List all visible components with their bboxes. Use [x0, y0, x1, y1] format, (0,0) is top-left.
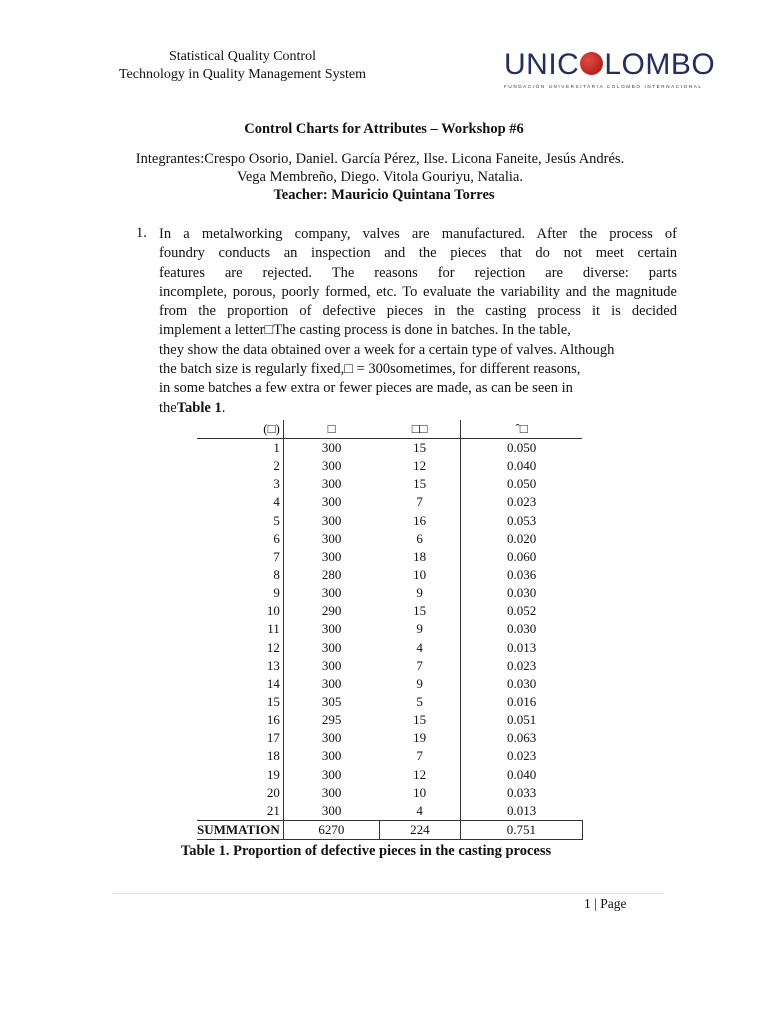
cell-size: 300	[283, 457, 379, 475]
cell-size: 300	[283, 530, 379, 548]
cell-proportion: 0.036	[460, 566, 582, 584]
cell-proportion: 0.060	[460, 548, 582, 566]
question-line: the batch size is regularly fixed,□ = 300sometimes, for different reasons,	[159, 361, 581, 378]
cell-defectives: 5	[416, 694, 423, 710]
course-title: Statistical Quality Control	[169, 49, 316, 64]
cell-size: 300	[283, 747, 379, 765]
cell-batch: 1	[273, 440, 280, 456]
table-row	[197, 657, 582, 675]
program-title: Technology in Quality Management System	[118, 67, 367, 82]
question-line: incomplete, porous, poorly formed, etc. To evaluate the variability and the magnitude	[159, 283, 677, 300]
cell-batch: 2	[273, 458, 280, 474]
members-line-2: Vega Membreño, Diego. Vitola Gouriyu, Natalia.	[237, 169, 523, 185]
cell-proportion: 0.033	[460, 784, 582, 802]
defective-pieces-table	[197, 420, 583, 840]
table-row	[197, 639, 582, 657]
table-row	[197, 766, 582, 784]
question-number: 1.	[136, 225, 147, 241]
table-row	[197, 457, 582, 475]
cell-defectives: 15	[413, 603, 427, 619]
cell-proportion: 0.023	[460, 657, 582, 675]
table-header-row	[197, 420, 582, 439]
cell-batch: 9	[273, 585, 280, 601]
cell-size: 300	[283, 657, 379, 675]
cell-defectives: 18	[413, 548, 427, 564]
question-line-last: theTable 1.	[159, 399, 226, 416]
cell-proportion: 0.052	[460, 602, 582, 620]
cell-defectives: 9	[416, 621, 423, 637]
cell-size: 300	[283, 729, 379, 747]
cell-size: 300	[283, 512, 379, 530]
cell-defectives: 10	[413, 784, 427, 800]
summation-label: SUMMATION	[197, 820, 283, 839]
question-line: foundry conducts an inspection and the pieces that do not meet certain	[159, 245, 677, 262]
cell-defectives: 9	[416, 675, 423, 691]
cell-batch: 15	[266, 694, 280, 710]
table-row	[197, 620, 582, 638]
table-row	[197, 548, 582, 566]
cell-batch: 21	[266, 802, 280, 818]
cell-size: 300	[283, 475, 379, 493]
cell-defectives: 16	[413, 512, 427, 528]
question-line: In a metalworking company, valves are manufactured. After the process of	[159, 226, 677, 242]
table-row	[197, 475, 582, 493]
workshop-title: Control Charts for Attributes – Workshop #6	[244, 121, 524, 137]
cell-size: 290	[283, 602, 379, 620]
cell-proportion: 0.050	[460, 439, 582, 458]
cell-defectives: 12	[413, 766, 427, 782]
unicolombo-logo	[504, 48, 714, 94]
header-proportion: ˆ□	[460, 420, 582, 439]
cell-size: 300	[283, 439, 379, 458]
cell-proportion: 0.023	[460, 747, 582, 765]
header-batch: (□)	[197, 420, 283, 439]
cell-batch: 5	[273, 512, 280, 528]
cell-proportion: 0.030	[460, 620, 582, 638]
summation-proportion: 0.751	[460, 820, 582, 839]
summation-size: 6270	[283, 820, 379, 839]
cell-size: 280	[283, 566, 379, 584]
cell-size: 300	[283, 675, 379, 693]
question-line: implement a letter□The casting process is done in batches. In the table,	[159, 322, 571, 339]
teacher-name: Teacher: Mauricio Quintana Torres	[273, 187, 495, 203]
cell-proportion: 0.013	[460, 639, 582, 657]
cell-size: 300	[283, 620, 379, 638]
cell-defectives: 12	[413, 458, 427, 474]
cell-size: 295	[283, 711, 379, 729]
cell-size: 300	[283, 802, 379, 821]
cell-defectives: 10	[413, 567, 427, 583]
cell-batch: 18	[266, 748, 280, 764]
cell-batch: 8	[273, 567, 280, 583]
cell-proportion: 0.020	[460, 530, 582, 548]
cell-batch: 20	[266, 784, 280, 800]
cell-defectives: 15	[413, 440, 427, 456]
logo-wordmark: UNIC LOMBO	[504, 48, 716, 81]
cell-size: 300	[283, 493, 379, 511]
cell-defectives: 15	[413, 476, 427, 492]
cell-batch: 16	[266, 712, 280, 728]
summation-row	[197, 820, 582, 839]
cell-batch: 12	[266, 639, 280, 655]
cell-size: 300	[283, 639, 379, 657]
cell-batch: 6	[273, 530, 280, 546]
header-defectives: □□	[379, 420, 460, 439]
page-number: 1 | Page	[584, 896, 627, 911]
cell-defectives: 19	[413, 730, 427, 746]
question-line: from the proportion of defective pieces in the casting process it is decided	[159, 303, 677, 320]
table-row	[197, 530, 582, 548]
table-row	[197, 802, 582, 821]
cell-proportion: 0.051	[460, 711, 582, 729]
question-text	[159, 225, 677, 418]
cell-defectives: 7	[416, 657, 423, 673]
cell-defectives: 6	[416, 530, 423, 546]
cell-batch: 13	[266, 657, 280, 673]
table-row	[197, 729, 582, 747]
cell-size: 300	[283, 584, 379, 602]
table-row	[197, 693, 582, 711]
table-row	[197, 711, 582, 729]
table-row	[197, 602, 582, 620]
cell-proportion: 0.063	[460, 729, 582, 747]
cell-defectives: 15	[413, 712, 427, 728]
table-caption: Table 1. Proportion of defective pieces in the casting process	[180, 843, 552, 859]
table-row	[197, 439, 582, 458]
cell-defectives: 4	[416, 802, 423, 818]
cell-defectives: 4	[416, 639, 423, 655]
table-row	[197, 675, 582, 693]
cell-batch: 10	[266, 603, 280, 619]
cell-size: 300	[283, 548, 379, 566]
cell-proportion: 0.050	[460, 475, 582, 493]
cell-batch: 14	[266, 675, 280, 691]
cell-proportion: 0.013	[460, 802, 582, 821]
table-row	[197, 784, 582, 802]
cell-batch: 3	[273, 476, 280, 492]
cell-proportion: 0.030	[460, 675, 582, 693]
cell-proportion: 0.053	[460, 512, 582, 530]
cell-batch: 17	[266, 730, 280, 746]
cell-defectives: 7	[416, 494, 423, 510]
cell-size: 305	[283, 693, 379, 711]
cell-defectives: 7	[416, 748, 423, 764]
cell-proportion: 0.016	[460, 693, 582, 711]
table-reference: Table 1	[176, 399, 222, 416]
cell-proportion: 0.030	[460, 584, 582, 602]
cell-batch: 4	[273, 494, 280, 510]
question-line: features are rejected. The reasons for rejection are diverse: parts	[159, 264, 677, 281]
cell-proportion: 0.040	[460, 457, 582, 475]
table-row	[197, 566, 582, 584]
logo-subtitle: FUNDACIÓN UNIVERSITARIA COLOMBO INTERNACIONAL	[504, 84, 703, 89]
question-line: in some batches a few extra or fewer pieces are made, as can be seen in	[159, 380, 573, 397]
members-line-1: Integrantes:Crespo Osorio, Daniel. García Pérez, Ilse. Licona Faneite, Jesús Andrés.	[135, 151, 625, 167]
cell-batch: 7	[273, 548, 280, 564]
table-row	[197, 747, 582, 765]
table-row	[197, 493, 582, 511]
footer-divider	[112, 893, 664, 894]
cell-batch: 19	[266, 766, 280, 782]
cell-batch: 11	[267, 621, 280, 637]
cell-size: 300	[283, 784, 379, 802]
table-row	[197, 584, 582, 602]
cell-size: 300	[283, 766, 379, 784]
cell-proportion: 0.040	[460, 766, 582, 784]
members-list	[80, 150, 680, 186]
document-header	[100, 48, 385, 84]
cell-defectives: 9	[416, 585, 423, 601]
cell-proportion: 0.023	[460, 493, 582, 511]
question-line: they show the data obtained over a week for a certain type of valves. Although	[159, 341, 615, 358]
globe-icon	[580, 52, 603, 75]
header-size: □	[283, 420, 379, 439]
table-row	[197, 512, 582, 530]
summation-defectives: 224	[379, 820, 460, 839]
